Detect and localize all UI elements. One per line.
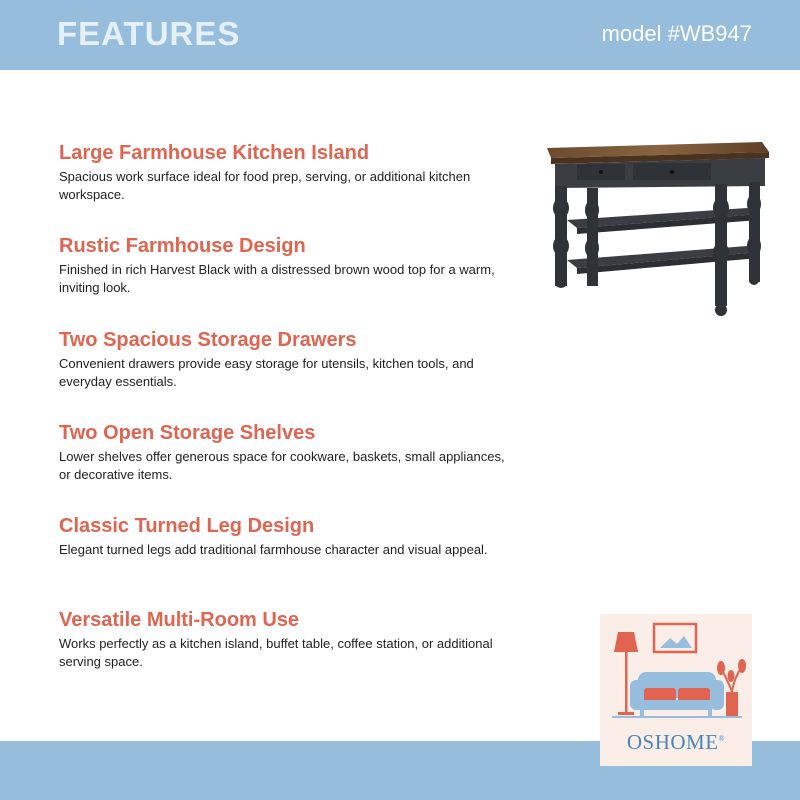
feature-description: Lower shelves offer generous space for cookware, baskets, small appliances, or decorative items. (59, 449, 505, 482)
feature-item (59, 327, 519, 391)
feature-item (59, 513, 519, 559)
feature-title: Large Farmhouse Kitchen Island (59, 142, 370, 164)
feature-item (59, 140, 519, 204)
sofa-room-icon (600, 614, 752, 729)
registered-mark: ® (718, 734, 726, 743)
brand-text: OSHOME (626, 730, 719, 754)
feature-description: Elegant turned legs add traditional farmhouse character and visual appeal. (59, 542, 488, 557)
feature-item (59, 607, 519, 671)
feature-item (59, 233, 519, 297)
feature-description: Works perfectly as a kitchen island, buffet table, coffee station, or additional serving space. (59, 636, 493, 669)
brand-name (600, 730, 752, 755)
header-banner (0, 0, 800, 70)
product-image (537, 128, 777, 328)
feature-title: Versatile Multi-Room Use (59, 609, 300, 631)
feature-description: Spacious work surface ideal for food prep, serving, or additional kitchen workspace. (59, 169, 471, 202)
feature-title: Classic Turned Leg Design (59, 515, 315, 537)
page-title: FEATURES (57, 15, 241, 52)
feature-title: Rustic Farmhouse Design (59, 235, 306, 257)
feature-title: Two Open Storage Shelves (59, 422, 316, 444)
brand-logo (600, 614, 752, 766)
feature-description: Convenient drawers provide easy storage for utensils, kitchen tools, and everyday essentials. (59, 356, 474, 389)
model-number: model #WB947 (601, 21, 752, 46)
kitchen-island-illustration (537, 128, 777, 328)
feature-description: Finished in rich Harvest Black with a distressed brown wood top for a warm, inviting look. (59, 262, 495, 295)
feature-title: Two Spacious Storage Drawers (59, 329, 357, 351)
feature-item (59, 420, 519, 484)
